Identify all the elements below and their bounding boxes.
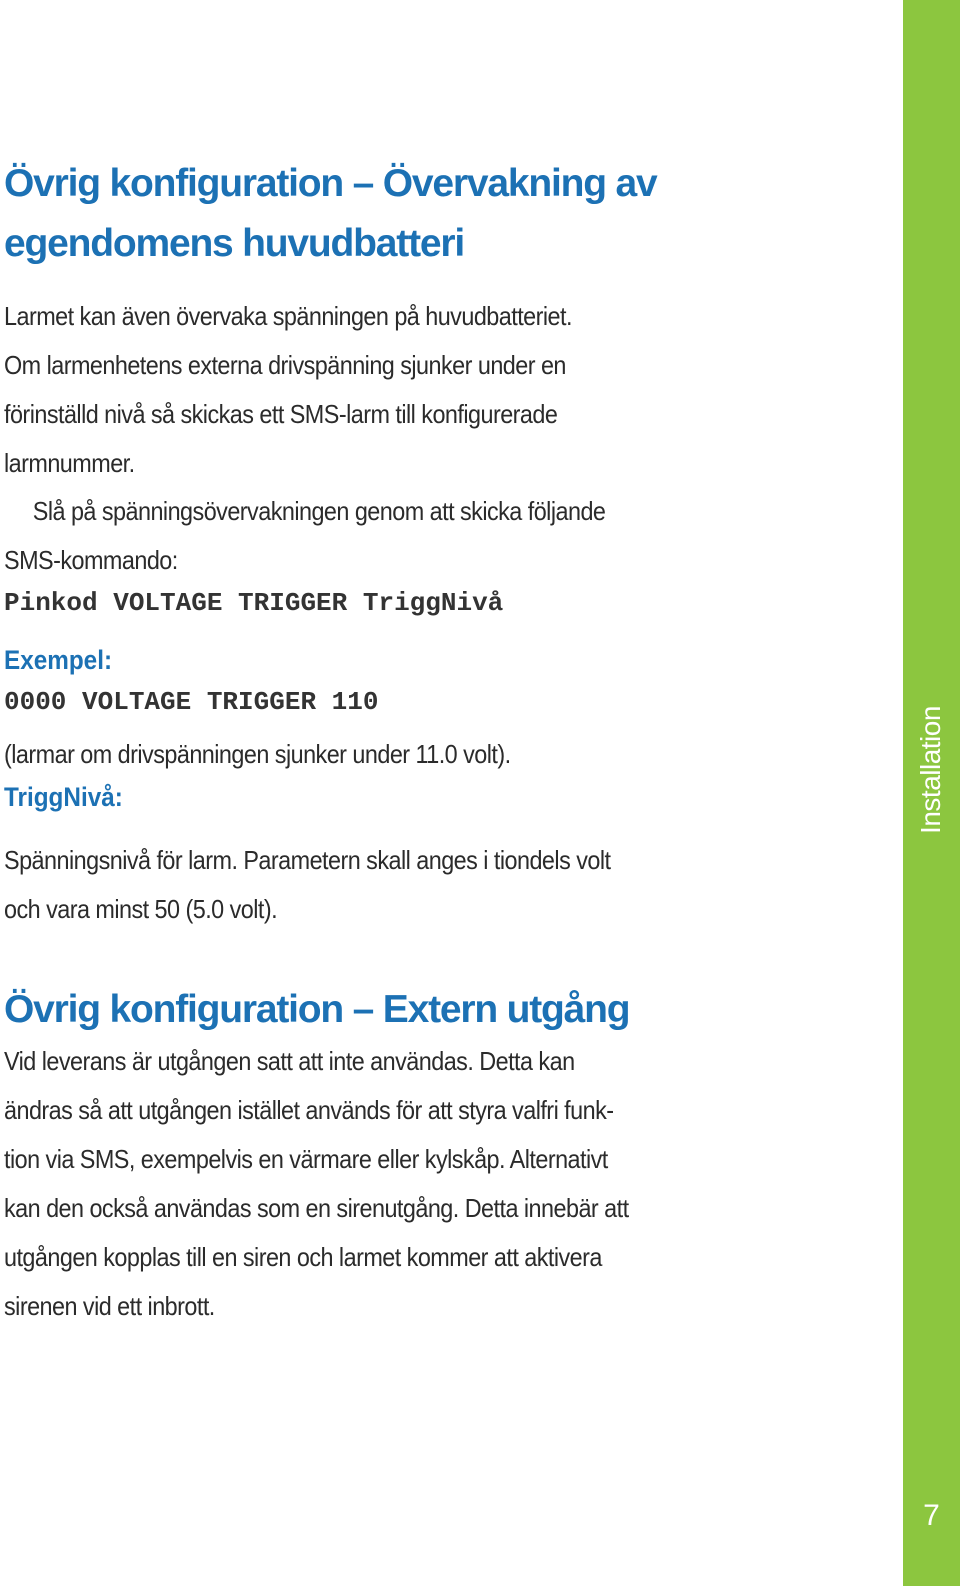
chapter-tab-text: Installation: [915, 706, 946, 834]
param-description-line: Spänningsnivå för larm. Parametern skall anges i tiondels volt: [4, 845, 611, 875]
example-label: Exempel:: [4, 645, 113, 675]
instruction-line: SMS-kommando:: [4, 545, 178, 575]
body-line: utgången kopplas till en siren och larmet kommer att aktivera: [4, 1242, 602, 1272]
intro-line: larmnummer.: [4, 448, 135, 478]
intro-line: förinställd nivå så skickas ett SMS-larm till konfigurerade: [4, 399, 558, 429]
param-description-line: och vara minst 50 (5.0 volt).: [4, 894, 278, 924]
intro-paragraph: [4, 292, 572, 488]
external-output-paragraph: [4, 1037, 629, 1331]
body-line: ändras så att utgången istället används för att styra valfri funk-: [4, 1095, 614, 1125]
chapter-tab-label: [911, 655, 951, 885]
intro-line: Om larmenhetens externa drivspänning sjunker under en: [4, 350, 566, 380]
param-label: TriggNivå:: [4, 782, 123, 812]
param-description: [4, 836, 610, 934]
body-line: tion via SMS, exempelvis en värmare eller kylskåp. Alternativt: [4, 1144, 608, 1174]
sms-command: Pinkod VOLTAGE TRIGGER TriggNivå: [4, 588, 504, 618]
body-line: sirenen vid ett inbrott.: [4, 1291, 215, 1321]
section-title-external-output: Övrig konfiguration – Extern utgång: [4, 988, 630, 1031]
instruction-line: Slå på spänningsövervakningen genom att skicka följande: [32, 496, 606, 526]
body-line: kan den också användas som en sirenutgång. Detta innebär att: [4, 1193, 629, 1223]
body-line: Vid leverans är utgången satt att inte användas. Detta kan: [4, 1046, 575, 1076]
section-title-battery-line2: egendomens huvudbatteri: [4, 222, 464, 265]
example-command: 0000 VOLTAGE TRIGGER 110: [4, 687, 379, 717]
section-title-battery-line1: Övrig konfiguration – Övervakning av: [4, 162, 657, 205]
intro-line: Larmet kan även övervaka spänningen på huvudbatteriet.: [4, 301, 572, 331]
example-note: (larmar om drivspänningen sjunker under 11.0 volt).: [4, 739, 511, 769]
instruction-paragraph: [4, 487, 605, 585]
page-number: 7: [923, 1499, 940, 1532]
